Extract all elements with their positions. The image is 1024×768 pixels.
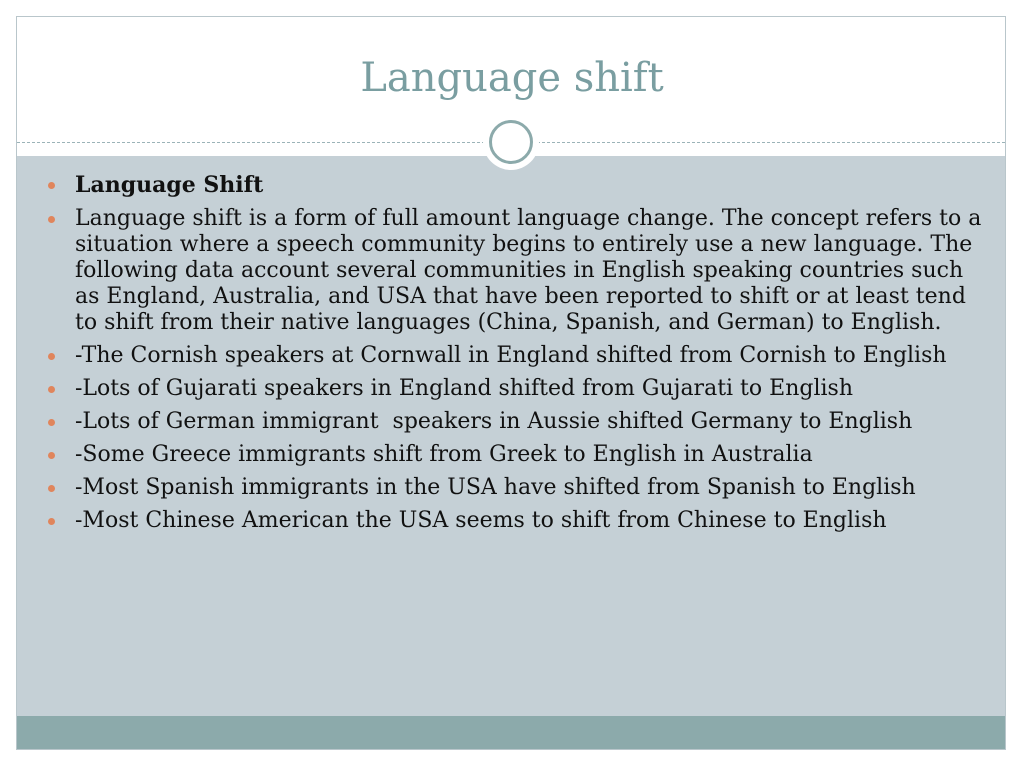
bullet-text: -Some Greece immigrants shift from Greek to English in Australia xyxy=(75,442,813,467)
bullet-text: -Lots of German immigrant speakers in Aussie shifted Germany to English xyxy=(75,409,913,434)
bullet-item xyxy=(44,343,984,369)
bullet-dot-icon xyxy=(48,485,55,492)
bullet-text: -Most Spanish immigrants in the USA have shifted from Spanish to English xyxy=(75,475,916,500)
bullet-text: -Most Chinese American the USA seems to shift from Chinese to English xyxy=(75,508,887,533)
bullet-item xyxy=(44,475,984,501)
bullet-text: Language Shift xyxy=(75,172,264,198)
bullet-text: -The Cornish speakers at Cornwall in England shifted from Cornish to English xyxy=(75,343,947,368)
bullet-list xyxy=(44,172,984,541)
bullet-item xyxy=(44,508,984,534)
bullet-dot-icon xyxy=(48,182,55,189)
bullet-item-heading xyxy=(44,172,984,199)
bullet-item xyxy=(44,206,984,336)
bullet-dot-icon xyxy=(48,353,55,360)
bullet-dot-icon xyxy=(48,452,55,459)
bullet-text: -Lots of Gujarati speakers in England shifted from Gujarati to English xyxy=(75,376,853,401)
bullet-dot-icon xyxy=(48,216,55,223)
slide-title: Language shift xyxy=(360,55,664,101)
bullet-item xyxy=(44,376,984,402)
footer-bar xyxy=(17,716,1005,749)
bullet-item xyxy=(44,442,984,468)
bullet-dot-icon xyxy=(48,419,55,426)
bullet-item xyxy=(44,409,984,435)
bullet-dot-icon xyxy=(48,518,55,525)
circle-ornament-icon xyxy=(489,120,533,164)
bullet-text: Language shift is a form of full amount language change. The concept refers to a situation where a speech community begins to entirely use a new language. The following data account several communities in English speaking countries such as England, Australia, and USA that have been reported to shift or at least tend to shift from their native languages (China, Spanish, and German) to English. xyxy=(75,206,982,335)
bullet-dot-icon xyxy=(48,386,55,393)
